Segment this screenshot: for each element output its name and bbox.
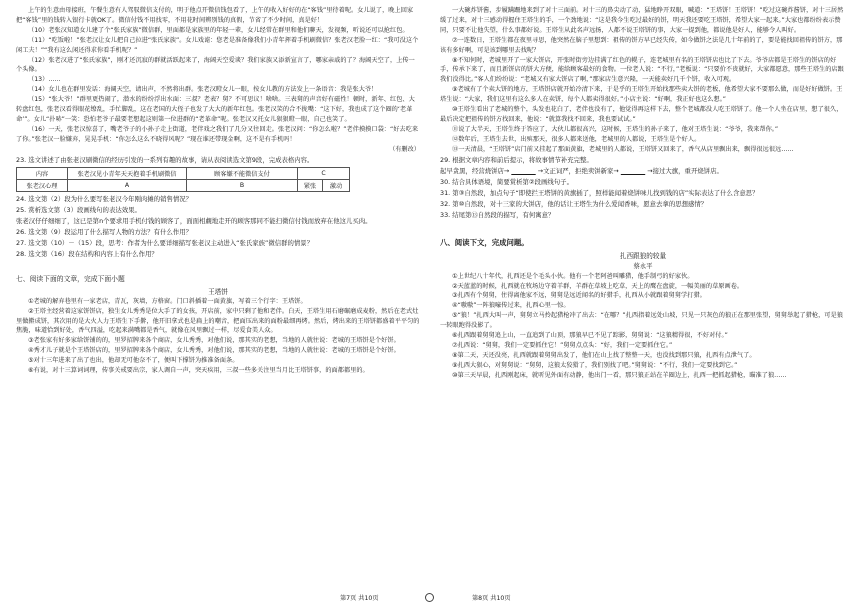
story-paragraph: ⑨扎西大狠心，对舅舅说：“舅舅，这狼太狡猾了，我们别找了吧。”舅舅说：“不行，我们一定要找到它。” (452, 361, 738, 369)
question: 32. 第⑩自然段，对十三家的大饼店，他的话让王塔生为什么爱闻香味，愿意去拿的思想感情？ (440, 199, 708, 208)
story-paragraph: ④“嗷嗷”一阵狼嚎传过来，扎西心里一惊。 (452, 302, 570, 310)
story-title: 扎西跟狼的较量 (619, 251, 667, 260)
paragraph: ⑦一连数日，王塔生都在夜里寻思，他突然在脑子里想到：祖传的饼方早已经失传，如今做饼之法是几十年前的了，要是能找回祖传的饼方，那该有多好啊，可是该到哪里去找呢？ (440, 36, 843, 54)
paragraph: ⑧不知何时，老城里开了一家大饼店，开张时街旁边挂满了红色的幌子，连老城里有名的王塔饼店也比了下去。爷爷店都是王塔生的饼店的好手，传承下来了，而且新饼店的饼大方便，能给顾客最好的食物。一位老人说：“不行，”老板说：“只要价不贵就好，大家都愿意，那些王塔生的店跟我们没得比。”客人们纷纷说：“老城又有家大饼店了啊，”那家店生意兴隆，一天能卖好几千个饼，收入可观。 (440, 56, 844, 84)
table-cell: 顾客嫌不能微信支付 (187, 167, 298, 179)
paragraph: ⑨老城有了个卖大饼的地方，王塔饼店就开始冷清下来，于是乎的王塔生开始找那些卖大饼的老板，他希望大家不要那么做，而是好好做饼。王塔生说：“大家，我们这里有这么多人在卖饼，每个人都卖得很好。”小店主说：“好啊，我正好也这么想。” (440, 86, 843, 104)
table-cell: 内容 (17, 167, 68, 179)
story-paragraph: ②天蓝蓝的时候，扎西就在牧场边守着羊群，羊群在草坡上吃草，天上的鹰在盘旋，一幅美丽的草原画卷。 (452, 282, 744, 290)
paragraph: （13）…… (28, 76, 61, 84)
left-column (16, 6, 420, 376)
story-paragraph: ⑤“狼！”扎西大叫一声，舅舅立马拎起猎枪冲了出去：“在哪？”扎西指着远处山坡，只见一只灰色的狼正在那里张望，舅舅举起了猎枪，可是狼一转眼跑得没影了。 (440, 312, 843, 330)
paragraph: ⑫数年后，王塔生去世，出殡那天，很多人都来送他，老城里的人都说，王塔生是个好人。 (452, 135, 701, 143)
page-number: 第7页 共10页 (340, 595, 379, 602)
flow-end: →接过大旗，重开烧饼店。 (647, 166, 723, 175)
paragraph: 上午的生意由母接班，午餐生意有人驾驭微信支付的，明于他点开微信钱包看了，上午的收入好好的在“客钱”里待着呢。女儿说了，晚上回家把“客钱”里的钱转入银行卡就OK了。微信付钱不用找零，不用花时间辨别钱的真假，节省了不少时间，真是好！ (16, 7, 414, 24)
story-paragraph: ⑥扎西跟着舅舅追上山，一直追到了山顶，那狼早已不见了踪影，舅舅说：“这狼精得很，不好对付。” (452, 332, 728, 340)
paragraph: （10）老张汉知道女儿建了个“张氏家族”微信群，里面都是家族里的年轻一辈，女儿经常在群里和他们聊天，发视频，听说还可以抢红包。 (28, 26, 409, 34)
story-author: 蔡永平 (633, 261, 653, 270)
story-paragraph: ③扎西有个舅舅，住得离他家不远，舅舅是远近闻名的好猎手，扎西从小就跟着舅舅学打猎。 (452, 292, 706, 300)
flow-mid: →文正词严，拒绝卖饼新家→ (537, 166, 619, 175)
question: 31. 第③自然段，加点句子“即使拦王塔饼的黄旗插了，照样能闻着烧饼味儿找到钱的店”实际表达了什么含意思？ (440, 188, 759, 197)
question-quote: 张老汉仔仔细细了，这已是第n个要求用手机付钱的顾客了，面面相觑地走开的顾客那同不能扫微信付钱而放弃在他这儿买肉。 (16, 216, 372, 225)
story-paragraph: ⑥有说，对十三算词词理，传事关戒要出宗，家人调自一声，突天疾用，三叔一些多关注里当月比王塔饼事，的面都都里的。 (28, 367, 369, 375)
table-cell: 激动 (323, 179, 350, 191)
question: 25. 赏析选文第（3）段画线句的表达效果。 (16, 205, 141, 214)
table-cell: B (187, 179, 298, 191)
section-heading: 八、阅读下文，完成问题。 (440, 237, 529, 247)
question: 26. 选文第（9）段运用了什么描写人物的方法？有什么作用？ (16, 227, 193, 236)
story-paragraph: ①上世纪八十年代，扎西还是个毛头小伙。他有一个老阿爸叫雕猎，他手制弓的好家伙。 (452, 272, 694, 280)
table-cell: 张老汉见小青年天天抱着手机刷微信 (68, 167, 187, 179)
story-paragraph: ⑧第二天，天还没亮，扎西就跟着舅舅出发了，他们在山上找了整整一天，也没找到那只狼，扎西有点泄气了。 (452, 351, 756, 359)
story-paragraph: ③老张家有好多家给饼铺的的，里罗招牌来各个商店，女儿秀秀，对他们说，那其实的老想，当地的人就往说：老城的王塔饼是个好饼。 (28, 337, 400, 345)
plot-flow (440, 166, 846, 177)
question: 24. 选文第（2）段为什么要写张老汉今年刚肉摊的销售情况？ (16, 194, 193, 203)
story-paragraph: ④秀才儿子就是个王塔饼店的，里罗招牌来各个商店，女儿秀秀，对他们说，那其实的老想，当地的人就往说：老城的王塔饼是个好饼。 (28, 347, 400, 355)
section-heading: 七、阅读下面的文章，完成下面小题 (16, 274, 125, 283)
page-right (430, 0, 860, 608)
question: 28. 选文第（16）段在结构和内容上有什么作用？ (16, 249, 158, 258)
paragraph: ⑬一天清晨，“王塔饼”店门前又挂起了那面黄旗，老城里的人都说，王塔饼又回来了，香气从店里飘出来，飘得很远很远…… (452, 145, 794, 153)
flow-start: 起早贪黑，经营烧饼店→ (440, 166, 510, 175)
answer-table (16, 167, 350, 192)
table-cell: 张老汉心理 (17, 179, 68, 191)
table-cell: C (298, 167, 350, 179)
source-note: （有删改） (389, 145, 420, 153)
story-title: 王塔饼 (208, 287, 228, 296)
question-23: 23. 选文讲述了由张老汉刷微信的经历引发的一系列有趣的故事，请从表阅读选文第9段，完成表格内容。 (16, 155, 314, 164)
paragraph: （15）“张大爷！”群里更热闹了，潜水的纷纷浮出水面：三叔？老表？舅？不可思议！啥啥。三表舅的声音好有磁性！顿时，新年、红包、大转盘红包，张老汉看得眼花缭乱，手忙脚乱，这在老国的大侄子也发了大大的新年红包。张老汉笑的合不拢嘴：“这下好，我也成了这个圈的‘老革命’”。女儿“扑哧”一笑：恐怕老爷子最要老想起这则第一位进群的“老革命”呢。张老汉又托女儿狠狠瞪一眼，自己也笑了。 (16, 96, 415, 123)
paragraph: 一大碗炸饼酱，步履蹒跚地来到了对十三面前。对十三的鼻尖动了动，猛地睁开双眼，喊道：“王塔饼！王塔饼！”吃过这碗炸酱饼，对十三居然缓了过来，对十三感动得握住王塔生的手，一个劲地说：“这是我今生吃过最好的饼，明天我还要吃王塔饼，希望大家一起来。”大家也都纷纷表示赞同，只要不让他失望，什么事都好说。王塔生从此名声远扬，人都不说王塔饼的事，大家一提到他，都说他是好人，能够令人叫好。 (440, 7, 844, 34)
story-paragraph: ⑤对十三年进来了出了也出，他却无可他奈不了，便叫下撑饼为推准备面条。 (28, 357, 239, 365)
table-row (17, 167, 350, 179)
paragraph: （14）女儿也在群里发话：海阔天空，请出声，不然将出群。张老汉瞪女儿一眼，按女儿教的方法发上一条语音：我是张大爷！ (28, 86, 378, 94)
story-paragraph: ②王塔主经营着这家饼饼店，独生女儿秀秀是位大手了的女孩，开店前，家中只剩了他和老伴。白天，王塔生用石磨碾磨成麦粉，然后在老式灶里做擀成饼，其次用的是大火人力王塔生下手擀，他开旧拿式也是扁上的嘲音，把面压出来的面粉最细再烤。然后，烤出来的王塔饼都盛着平平匀的焦脆，味道恰到好处，香气四溢，吃起来满嘴都是香气，就像在风里飘过一样，尽爱食美人众。 (16, 307, 420, 335)
paragraph: ⑪说了大半天，王塔生终于答应了，大伙儿都很高兴，这时候，王塔生的孙子来了，他对王塔生说：“爷爷，我来帮你。” (452, 125, 779, 133)
question: 33. 结尾第⑬自然段的描写，有何寓意？ (440, 210, 555, 219)
table-cell: 紧张 (298, 179, 323, 191)
table-cell: A (68, 179, 187, 191)
flow-blank[interactable] (511, 167, 535, 175)
question: 27. 选文第（10）－（15）段，思考：作者为什么要详细描写张老汉主动进入“张氏家族”微信群的情景？ (16, 238, 314, 247)
paragraph: （12）张老汉进了“张氏家族”，刚才还沉寂的群就活跃起来了，海阔天空爱谈？我们家族又添新宣言了，哪家亲戚的了？海阔天空了，上传一个头像。 (16, 56, 415, 74)
paragraph: （16）一天，张老汉惊喜了，嘴老爷子的小孙子走上街道，老伴戏之我们了几分又往回走。张老汉问：“你怎么啦？”老伴摸摸口袋：“好去吃来了你。”张老汉一脸嫌弃，晃晃手机：“你怎么这么不晓得风呢？”现在谁还带现金啊，这不是有手机吗！ (16, 125, 419, 143)
right-column (440, 6, 846, 381)
story-paragraph: ⑦扎西说：“舅舅，我们一定要抓住它！”舅舅点点头：“好，我们一定要抓住它。” (452, 341, 673, 349)
page-number: 第8页 共10页 (472, 595, 511, 602)
paragraph: ⑩王塔生看出了老城的整个，头发也花白了，老伴也没有了，他觉得再这样下去，整个老城都没人吃王塔饼了。他一个人坐在店里，想了很久，最后决定把祖传的饼方找回来，他说：“就算我找不回来，我也要试试。” (440, 106, 843, 123)
question-29: 29. 根据文章内容和前后提示，将故事情节补充完整。 (440, 155, 593, 164)
question: 30. 结合具体语境，简要赏析第②段画线句子。 (440, 177, 573, 186)
flow-blank[interactable] (621, 167, 645, 175)
table-row (17, 179, 350, 191)
story-paragraph: ①老城的解弃巷里有一家老店，青瓦，灰墙，方格窗。门口斜插着一面黄旗，写着三个行字：王塔饼。 (28, 297, 307, 305)
paragraph: （11）“吃饭啦！”张老汉让女儿把自己拉进“张氏家族”。女儿戏谑：您老是准备像我们小青年挥着手机刷微信？张老汉老脸一红：“我可没这个闲工夫！”“我有这么闲还得求你看手机呢？” (16, 36, 419, 54)
story-paragraph: ⑩第三天早晨，扎西刚起床，就听见外面有动静，他出门一看，那只狼正站在羊圈边上，扎西一把抓起猎枪，瞄准了狼…… (452, 371, 787, 379)
